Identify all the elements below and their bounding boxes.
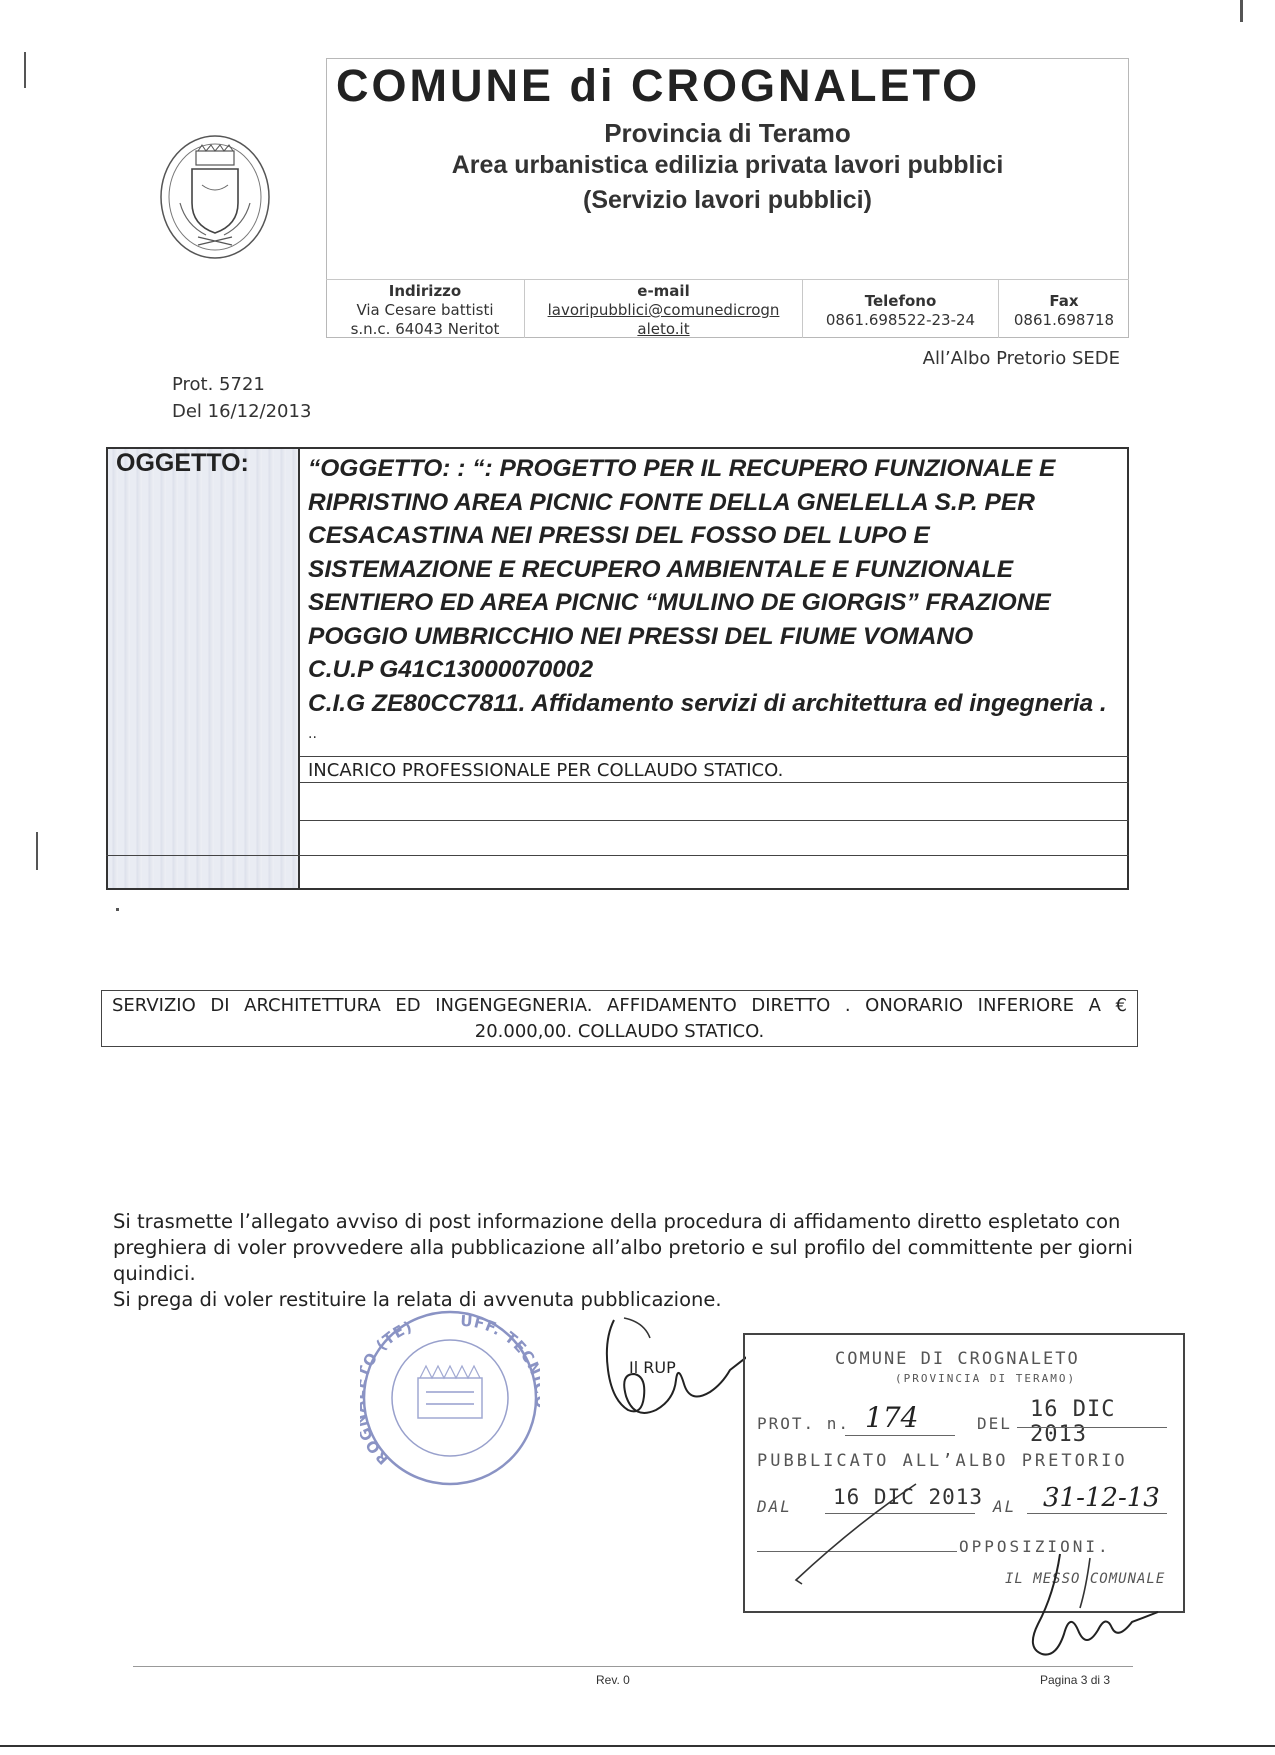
messo-signature [1020,1548,1180,1668]
phone-label: Telefono [864,292,937,310]
table-divider [106,855,300,856]
fax-label: Fax [1049,292,1079,310]
table-divider [300,855,1129,856]
footer-revision: Rev. 0 [596,1673,630,1687]
stamp-al-date: 31-12-13 [1043,1483,1160,1513]
svg-text:UFF. TECNICO [460,1312,540,1410]
email-cell [525,280,803,338]
scan-mark [1240,0,1243,22]
oggetto-dots: .. [308,726,317,742]
body-request: Si prega di voler restituire la relata di avvenuta pubblicazione. [113,1288,722,1311]
area-subtitle: Area urbanistica edilizia privata lavori pubblici [451,151,1004,179]
stamp-underline [845,1435,955,1436]
scan-mark [24,52,26,88]
oggetto-text [308,452,1118,720]
rup-label: Il RUP [629,1358,676,1377]
body-paragraph: Si trasmette l’allegato avviso di post informazione della procedura di affidamento diretto espletato con preghiera di voler provvedere alla pubblicazione all’albo pretorio e sul profilo del committente per giorni quindici. [113,1210,1133,1285]
address-label: Indirizzo [388,282,462,300]
email-link[interactable]: aleto.it [637,320,690,338]
table-divider [300,756,1129,757]
stamp-prot-number: 174 [865,1401,919,1434]
protocol-number: Prot. 5721 [172,374,265,395]
phone-value: 0861.698522-23-24 [825,311,976,329]
stamp-comune: COMUNE DI CROGNALETO [835,1349,1080,1369]
stamp-messo: IL MESSO COMUNALE [1005,1571,1166,1587]
stamp-pubblicato: PUBBLICATO ALL’ALBO PRETORIO [757,1451,1128,1471]
protocol-block [172,371,311,425]
protocol-date: Del 16/12/2013 [172,401,312,422]
fax-cell [999,280,1129,338]
stamp-underline [1017,1427,1167,1428]
cig-code: C.I.G ZE80CC7811. Affidamento servizi di architettura ed ingegneria . [308,689,1107,717]
stamp-al-label: AL [993,1497,1017,1516]
stamp-prot-label: PROT. n. [757,1414,851,1433]
stamp-diagonal-stroke [786,1480,926,1590]
servizio-box: SERVIZIO DI ARCHITETTURA ED INGENGEGNERIA. AFFIDAMENTO DIRETTO . ONORARIO INFERIORE A € 20.000,00. COLLAUDO STATICO. [101,990,1138,1047]
email-label: e-mail [637,282,690,300]
municipal-crest-logo [158,133,272,261]
stamp-provincia: (PROVINCIA DI TERAMO) [895,1372,1077,1385]
ufficio-tecnico-seal [360,1308,540,1488]
email-link[interactable]: lavoripubblici@comunedicrogn [547,301,780,319]
stamp-del-label: DEL [977,1414,1012,1433]
page-title: COMUNE di CROGNALETO [336,60,981,111]
province-subtitle: Provincia di Teramo [604,118,851,148]
oggetto-description: “OGGETTO: : “: PROGETTO PER IL RECUPERO FUNZIONALE E RIPRISTINO AREA PICNIC FONTE DELLA GNELELLA S.P. PER CESACASTINA NEI PRESSI DEL FOSSO DEL LUPO E SISTEMAZIONE E RECUPERO AMBIENTALE E FUNZIONALE SENTIERO ED AREA PICNIC “MULINO DE GIORGIS” FRAZIONE POGGIO UMBRICCHIO NEI PRESSI DEL FIUME VOMANO [308,455,1056,650]
stamp-dal-label: DAL [757,1497,792,1516]
contact-table [326,279,1129,338]
seal-text-right: UFF. TEC [459,1311,539,1367]
fax-value: 0861.698718 [1013,311,1115,329]
address-cell [326,280,525,338]
stamp-dal-date: 16 DIC 2013 [833,1485,984,1509]
scan-mark [36,832,38,870]
body-text [113,1209,1133,1313]
stamp-del-date: 16 DIC 2013 [1030,1397,1116,1447]
oggetto-label: OGGETTO: [116,449,249,477]
footer-page-number: Pagina 3 di 3 [1040,1673,1111,1687]
table-divider [300,820,1129,821]
address-line: s.n.c. 64043 Neritot [350,320,500,338]
seal-text-left: RO O (TE) [360,1317,416,1469]
scan-bottom-edge [0,1745,1275,1747]
incarico-text: INCARICO PROFESSIONALE PER COLLAUDO STATICO. [308,760,784,781]
cup-code: C.U.P G41C13000070002 [308,656,594,683]
recipient: All’Albo Pretorio SEDE [922,348,1120,369]
stray-dot [116,908,119,911]
service-subtitle: (Servizio lavori pubblici) [583,186,872,214]
address-line: Via Cesare battisti [356,301,494,319]
footer-divider [133,1666,1133,1667]
phone-cell [803,280,999,338]
stamp-opposizioni: OPPOSIZIONI. [959,1537,1111,1556]
table-divider [300,782,1129,783]
stamp-underline [1027,1513,1167,1514]
svg-text:ROGNALETO (TE) [360,1317,415,1468]
